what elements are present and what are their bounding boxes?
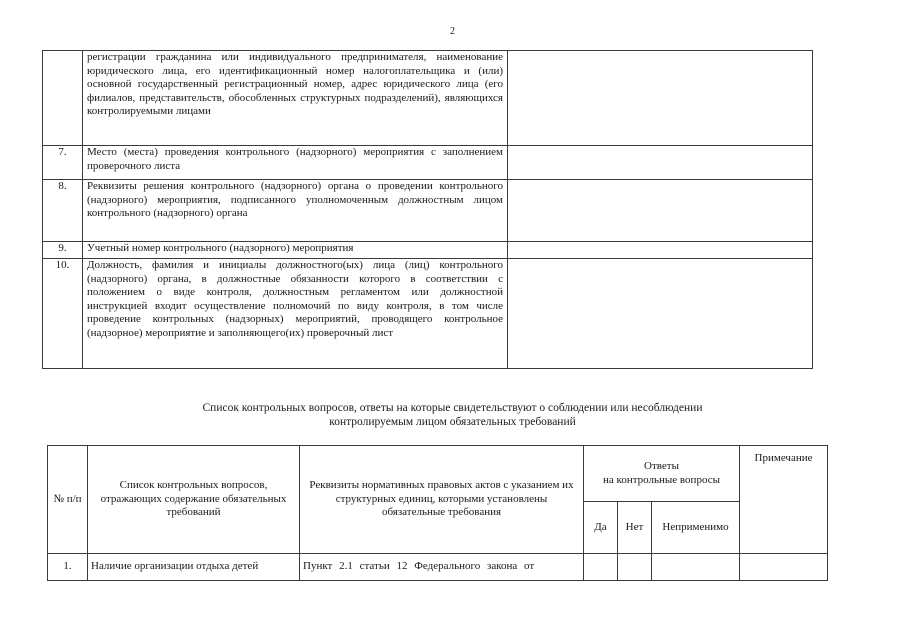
header-yes: Да [584,502,618,554]
header-requisites: Реквизиты нормативных правовых актов с указанием их структурных единиц, которыми установлены обязательные требования [300,446,584,554]
row-number: 8. [43,180,83,242]
row-label: Учетный номер контрольного (надзорного) мероприятия [83,242,508,259]
header-note: Примечание [740,446,828,554]
header-answers [584,446,740,502]
table-header-row [48,446,828,502]
section-heading [0,401,905,429]
inspection-info-table [42,50,813,369]
note-cell [740,554,828,581]
answer-na-cell [652,554,740,581]
header-not-applicable: Неприменимо [652,502,740,554]
row-label: Место (места) проведения контрольного (надзорного) мероприятия с заполнением проверочного листа [83,146,508,180]
row-number: 10. [43,259,83,369]
table-row [48,554,828,581]
row-label: Должность, фамилия и инициалы должностного(ых) лица (лиц) контрольного (надзорного) органа, в должностные обязанности которого в соответствии с положением о виде контроля, должностным регламентом или должностной инструкцией входит осуществление полномочий по виду контроля, в том числе проведение контрольных (надзорных) мероприятий, проводящего контрольное (надзорное) мероприятие и заполняющего(их) проверочный лист [83,259,508,369]
question-number: 1. [48,554,88,581]
table-row [43,242,813,259]
header-answers-line: на контрольные вопросы [603,473,720,486]
question-requisites: Пункт 2.1 статьи 12 Федерального закона от [300,554,584,581]
table-row [43,146,813,180]
row-label: Реквизиты решения контрольного (надзорного) органа о проведении контрольного (надзорного) мероприятия, подписанного уполномоченным должностным лицом контрольного (надзорного) органа [83,180,508,242]
table-row [43,259,813,369]
header-answers-line: Ответы [644,460,679,472]
section-heading-line: контролируемым лицом обязательных требований [329,416,576,428]
row-value-cell [508,180,813,242]
row-number: 9. [43,242,83,259]
control-questions-table [47,445,828,581]
row-value-cell [508,242,813,259]
header-questions: Список контрольных вопросов, отражающих содержание обязательных требований [88,446,300,554]
header-number: № п/п [48,446,88,554]
answer-yes-cell [584,554,618,581]
question-text: Наличие организации отдыха детей [88,554,300,581]
header-no: Нет [618,502,652,554]
section-heading-line: Список контрольных вопросов, ответы на которые свидетельствуют о соблюдении или несоблюдении [202,402,703,414]
row-value-cell [508,146,813,180]
page-number: 2 [450,26,455,37]
answer-no-cell [618,554,652,581]
row-number [43,51,83,146]
row-value-cell [508,51,813,146]
row-number: 7. [43,146,83,180]
row-value-cell [508,259,813,369]
table-row [43,51,813,146]
table-row [43,180,813,242]
row-label: регистрации гражданина или индивидуального предпринимателя, наименование юридического лица, его идентификационный номер налогоплательщика и (или) основной государственный регистрационный номер, адрес юридического лица (его филиалов, представительств, обособленных структурных подразделений), являющихся контролируемыми лицами [83,51,508,146]
